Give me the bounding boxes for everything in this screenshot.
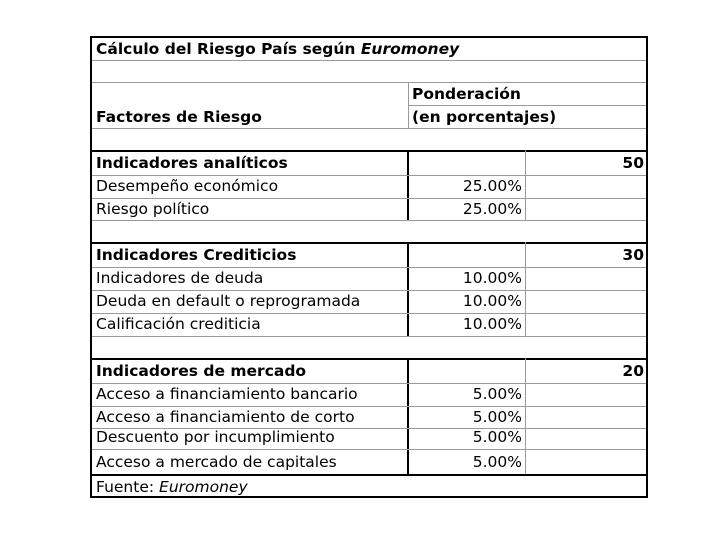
table-title xyxy=(96,38,459,60)
factor-weight: 25.00% xyxy=(462,177,522,195)
factor-weight: 5.00% xyxy=(472,408,522,426)
factor-weight: 5.00% xyxy=(472,385,522,403)
factor-label: Acceso a mercado de capitales xyxy=(96,453,337,471)
factor-label: Riesgo político xyxy=(96,200,210,218)
factor-weight: 25.00% xyxy=(462,200,522,218)
column-divider xyxy=(407,150,409,220)
factor-weight: 5.00% xyxy=(472,453,522,471)
header-weight-line2: (en porcentajes) xyxy=(412,108,557,126)
divider xyxy=(92,128,646,129)
factor-weight: 10.00% xyxy=(462,269,522,287)
risk-table xyxy=(90,36,648,498)
group-name: Indicadores de mercado xyxy=(96,362,307,380)
title-italic: Euromoney xyxy=(360,40,460,58)
group-total: 50 xyxy=(622,154,644,172)
group-total: 20 xyxy=(622,362,644,380)
group-name: Indicadores analíticos xyxy=(96,154,288,172)
factor-weight: 10.00% xyxy=(462,315,522,333)
factor-weight: 10.00% xyxy=(462,292,522,310)
divider xyxy=(92,336,646,337)
divider xyxy=(92,82,646,83)
factor-weight: 5.00% xyxy=(472,428,522,446)
group-total: 30 xyxy=(622,246,644,264)
factor-label: Acceso a financiamiento de corto xyxy=(96,408,355,426)
divider xyxy=(92,220,646,221)
factor-label: Desempeño económico xyxy=(96,177,279,195)
factor-label: Calificación crediticia xyxy=(96,315,261,333)
column-divider xyxy=(407,242,409,336)
title-text: Cálculo del Riesgo País según xyxy=(96,40,356,58)
factor-label: Descuento por incumplimiento xyxy=(96,428,335,446)
divider xyxy=(92,60,646,61)
header-weight-line1: Ponderación xyxy=(412,85,521,103)
header-factors: Factores de Riesgo xyxy=(96,108,262,126)
factor-label: Deuda en default o reprogramada xyxy=(96,292,361,310)
factor-label: Acceso a financiamiento bancario xyxy=(96,385,358,403)
column-divider xyxy=(407,358,409,474)
source-name: Euromoney xyxy=(159,478,248,496)
source-label: Fuente: xyxy=(96,478,155,496)
group-name: Indicadores Crediticios xyxy=(96,246,297,264)
factor-label: Indicadores de deuda xyxy=(96,269,264,287)
divider xyxy=(92,449,646,450)
source-note xyxy=(96,476,248,498)
